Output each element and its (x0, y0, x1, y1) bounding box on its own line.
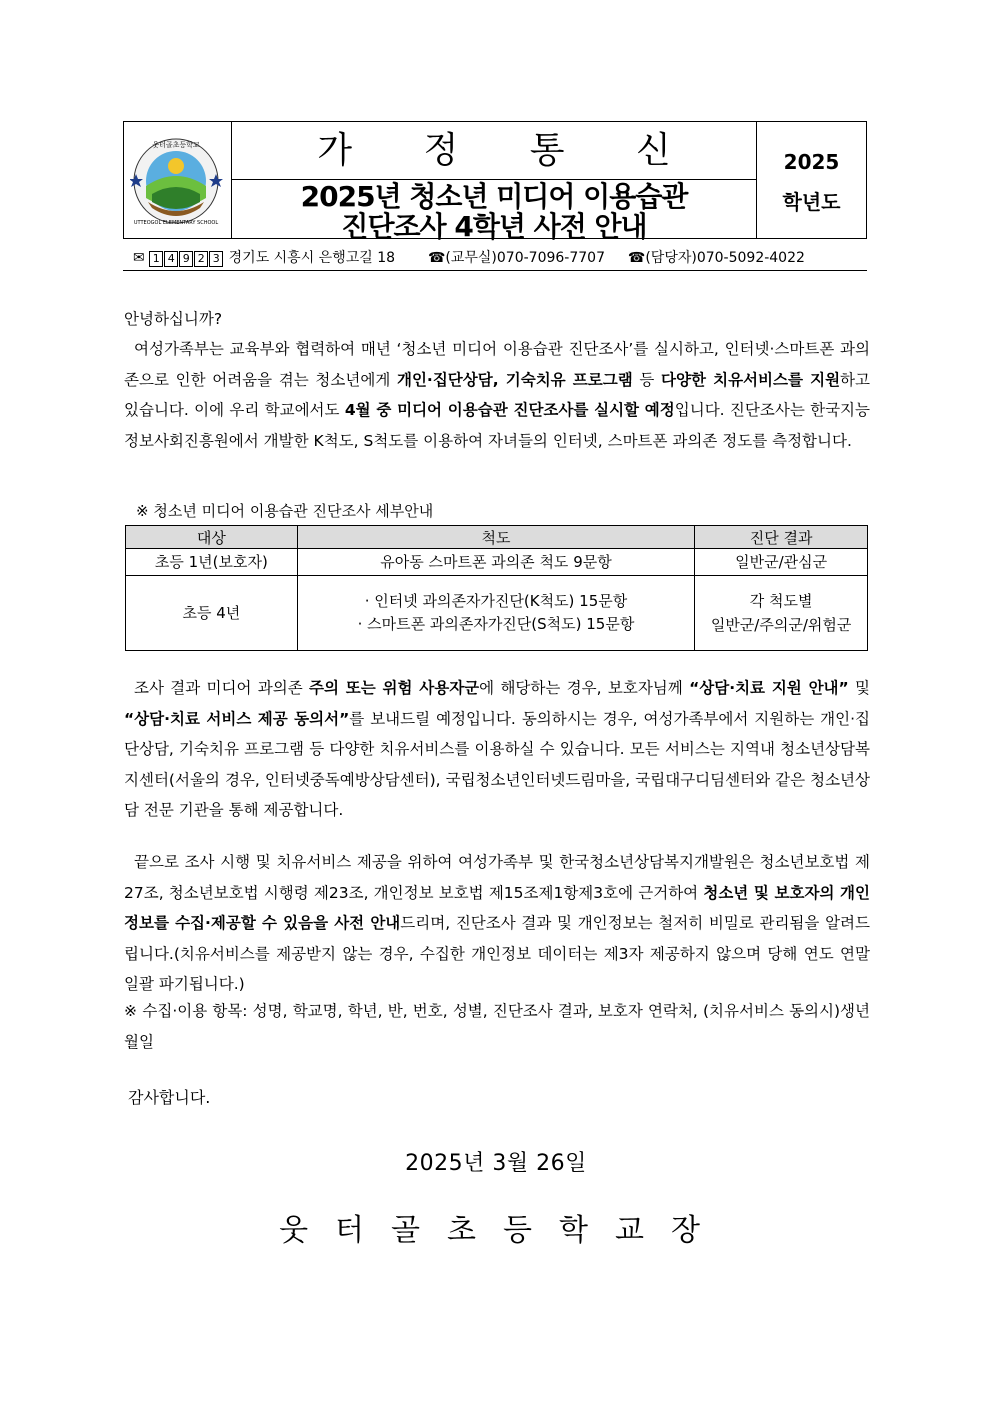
school-logo-cell (124, 122, 232, 238)
text: 드리며, 진단조사 결과 및 개인정보는 철저히 비밀로 관리됨을 알려드립니다.(치유서비스를 제공받지 않는 경우, 수집한 개인정보 데이터는 제3자 제공하지 않으며 당해 연도 연말 일괄 파기됩니다.) (124, 914, 870, 993)
year-suffix: 학년도 (782, 190, 841, 214)
table-cell: 초등 4년 (126, 576, 298, 651)
paragraph-1 (124, 334, 870, 456)
emphasis: “상담·치료 지원 안내” (689, 679, 849, 697)
zip-digit: 1 (149, 251, 163, 267)
closing: 감사합니다. (128, 1088, 211, 1107)
title-line-2: 진단조사 4학년 사전 안내 (341, 210, 647, 243)
mail-icon: ✉ (133, 250, 145, 266)
paragraph-2 (124, 673, 870, 826)
text: 여성가족부는 교육부와 협력하여 매년 ‘청소년 미디어 이용습관 진단조사’를 실시하고, 인터넷·스마트폰 과의존으로 인한 어려움을 겪는 청소년에게 (124, 340, 870, 389)
paragraph-3 (124, 847, 870, 1000)
zip-digit: 9 (179, 251, 193, 267)
result-item: 각 척도별 (749, 592, 813, 610)
table-header-row (126, 526, 868, 549)
newsletter-label: 가 정 통 신 (232, 122, 756, 180)
logo-text: 웃터골초등학교 (152, 141, 200, 149)
address-text: 경기도 시흥시 은행고길 18 (228, 250, 396, 266)
zip-digit: 3 (209, 251, 223, 267)
table-cell: 일반군/관심군 (695, 549, 868, 576)
result-item: 일반군/주의군/위험군 (710, 616, 852, 634)
letterhead (123, 121, 867, 243)
text: 등 (632, 370, 662, 389)
zip-code (149, 250, 228, 266)
emphasis: 다양한 치유서비스를 지원 (661, 370, 841, 389)
emphasis: 청소년 및 보호자의 개인정보를 수집·제공할 수 있음을 사전 안내 (124, 883, 871, 932)
office-phone: ☎(교무실)070-7096-7707 (427, 250, 605, 266)
year-cell (757, 122, 866, 238)
staff-phone: ☎(담당자)070-5092-4022 (627, 250, 805, 266)
address-line (123, 247, 867, 267)
school-logo-icon (130, 136, 226, 226)
table-cell: 초등 1년(보호자) (126, 549, 298, 576)
scale-item: · 스마트폰 과의존자가진단(S척도) 15문항 (357, 615, 635, 633)
issue-date: 2025년 3월 26일 (405, 1151, 587, 1176)
emphasis: 개인·집단상담, 기숙치유 프로그램 (396, 370, 633, 389)
text: 조사 결과 미디어 과의존 (134, 679, 310, 697)
text: 입니다. 진단조사는 한국지능정보사회진흥원에서 개발한 K척도, S척도를 이용하여 자녀들의 인터넷, 스마트폰 과의존 정도를 측정합니다. (124, 401, 870, 450)
table-row (126, 576, 868, 651)
table-cell (695, 576, 868, 651)
emphasis: “상담·치료 서비스 제공 동의서” (124, 709, 350, 728)
document-title (232, 182, 756, 242)
text: 끝으로 조사 시행 및 치유서비스 제공을 위하여 여성가족부 및 한국청소년상담복지개발원은 청소년보호법 제27조, 청소년보호법 시행령 제23조, 개인정보 보호법 제15조제1항제3호에 근거하여 (124, 853, 870, 902)
zip-digit: 4 (164, 251, 178, 267)
collection-items-note: ※ 수집·이용 항목: 성명, 학교명, 학년, 반, 번호, 성별, 진단조사 결과, 보호자 연락처, (치유서비스 동의시)생년월일 (124, 1002, 870, 1051)
zip-digit: 2 (194, 251, 208, 267)
text: 를 보내드릴 예정입니다. 동의하시는 경우, 여성가족부에서 지원하는 개인·집단상담, 기숙치유 프로그램 등 다양한 치유서비스를 이용하실 수 있습니다. 모든 서비스는 지역내 청소년상담복지센터(서울의 경우, 인터넷중독예방상담센터), 국립청소년인터넷드림마을, 국립대구디딤센터와 같은 청소년상담 전문 기관을 통해 제공합니다. (124, 709, 870, 819)
table-header: 척도 (297, 526, 694, 549)
scale-item: · 인터넷 과의존자가진단(K척도) 15문항 (364, 592, 628, 610)
emphasis: 주의 또는 위험 사용자군 (309, 679, 480, 697)
title-line-1: 2025년 청소년 미디어 이용습관 (300, 180, 688, 213)
greeting: 안녕하십니까? (124, 310, 223, 328)
table-caption: ※ 청소년 미디어 이용습관 진단조사 세부안내 (136, 502, 434, 520)
text: 및 (848, 679, 871, 697)
title-cell (232, 122, 757, 243)
logo-text-en: UTTEOGOL ELEMENTARY SCHOOL (133, 220, 219, 226)
year: 2025 (783, 150, 840, 174)
table-header: 대상 (126, 526, 298, 549)
table-cell: 유아동 스마트폰 과의존 척도 9문항 (297, 549, 694, 576)
table-header: 진단 결과 (695, 526, 868, 549)
text: 에 해당하는 경우, 보호자님께 (479, 679, 690, 697)
table-cell (297, 576, 694, 651)
divider (123, 270, 867, 271)
text: 하고 있습니다. 이에 우리 학교에서도 (124, 370, 870, 419)
survey-detail-table (125, 525, 868, 651)
table-row (126, 549, 868, 576)
emphasis: 4월 중 미디어 이용습관 진단조사를 실시할 예정 (344, 401, 675, 419)
principal-signature: 웃터골초등학교장 (279, 1213, 727, 1248)
